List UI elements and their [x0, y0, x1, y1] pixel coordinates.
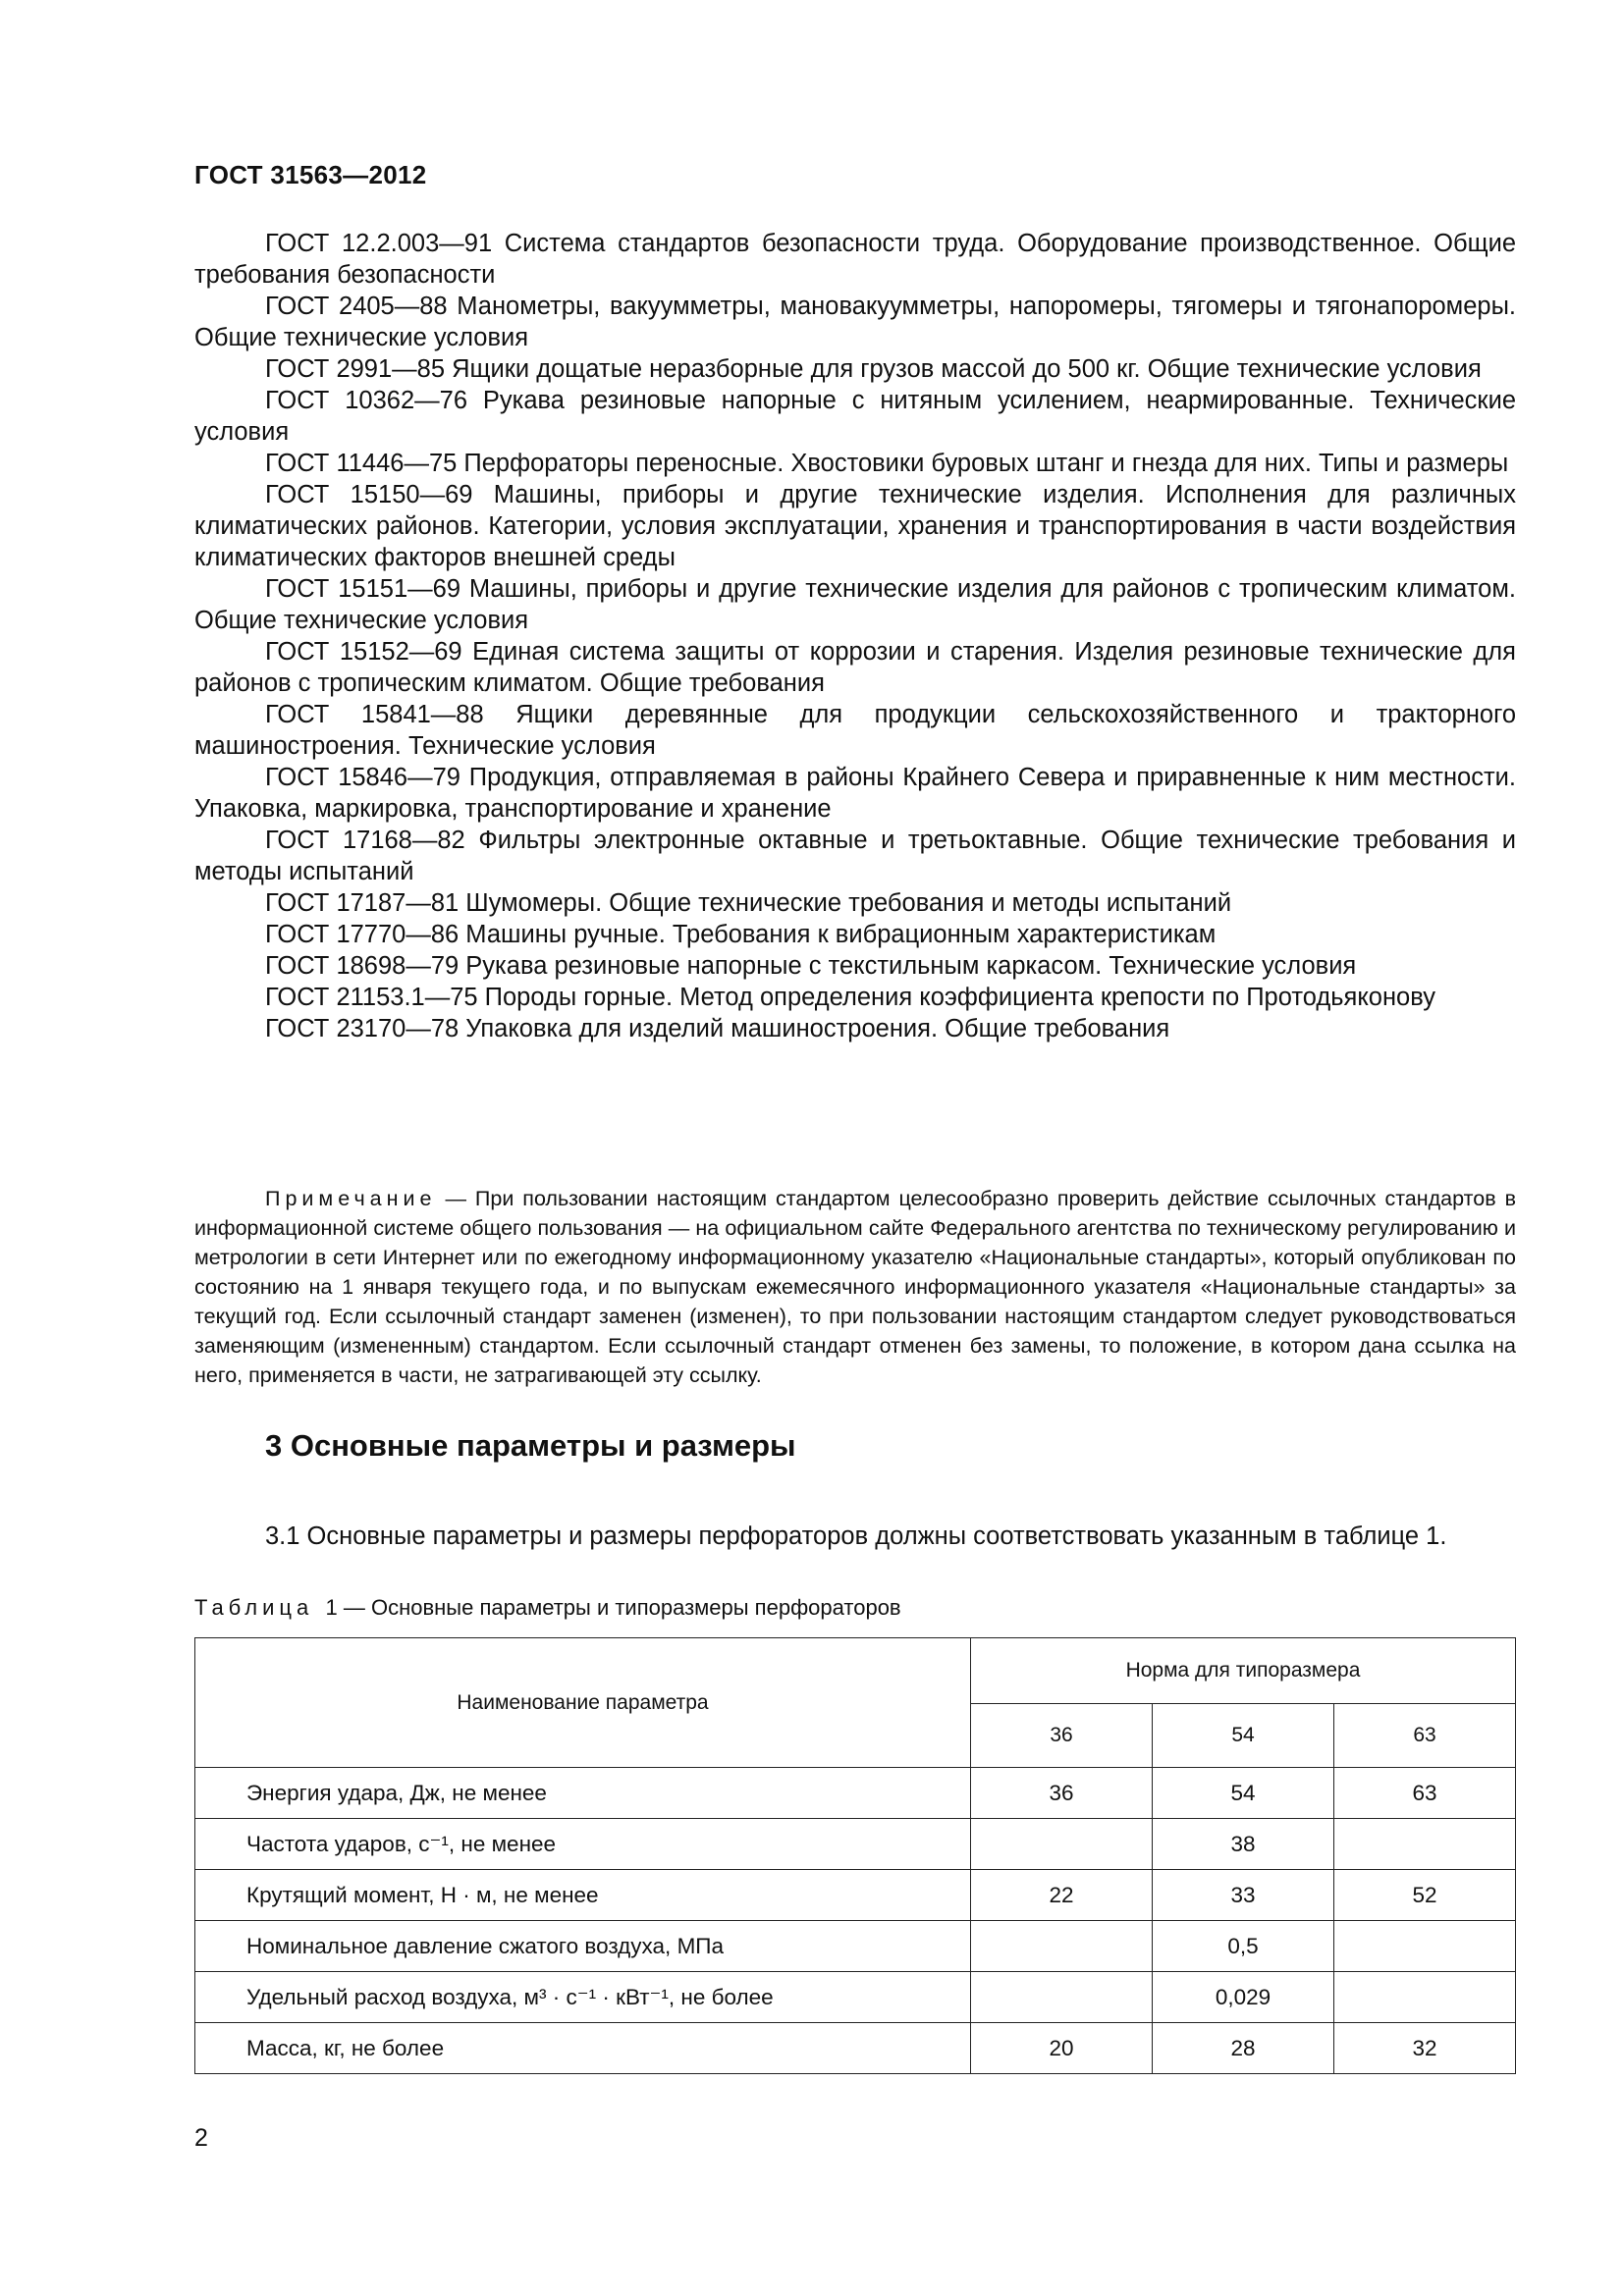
note-text: — При пользовании настоящим стандартом целесообразно проверить действие ссылочных стандартов в информационной системе общего пользования — на официальном сайте Федерального агентства по техническому регулированию и метрологии в сети Интернет или по ежегодному информационному указателю «Национальные стандарты», который опубликован по состоянию на 1 января текущего года, и по выпускам ежемесячного информационного указателя «Национальные стандарты» за текущий год. Если ссылочный стандарт заменен (изменен), то при пользовании настоящим стандартом следует руководствоваться заменяющим (измененным) стандартом. Если ссылочный стандарт отменен без замены, то положение, в котором дана ссылка на него, применяется в части, не затрагивающей эту ссылку.	[194, 1186, 1517, 1387]
table-row	[195, 1819, 1516, 1870]
table-row	[195, 1972, 1516, 2023]
reference-item: ГОСТ 21153.1—75 Породы горные. Метод определения коэффициента крепости по Протодьяконову	[265, 984, 1435, 1011]
row-value: 54	[1153, 1768, 1334, 1819]
header-size-36: 36	[971, 1704, 1153, 1768]
document-header: ГОСТ 31563—2012	[194, 160, 427, 189]
row-value	[1334, 1921, 1516, 1972]
row-parameter-name: Энергия удара, Дж, не менее	[195, 1768, 971, 1819]
reference-item: ГОСТ 12.2.003—91 Система стандартов безопасности труда. Оборудование производственное. Общие требования безопасности	[194, 230, 1516, 289]
row-value: 32	[1334, 2023, 1516, 2074]
page-number: 2	[194, 2124, 208, 2152]
row-value: 0,029	[1153, 1972, 1334, 2023]
reference-item: ГОСТ 2991—85 Ящики дощатые неразборные для грузов массой до 500 кг. Общие технические условия	[265, 355, 1482, 383]
reference-item: ГОСТ 15846—79 Продукция, отправляемая в районы Крайнего Севера и приравненные к ним местности. Упаковка, маркировка, транспортирование и хранение	[194, 764, 1516, 823]
table-row	[195, 1870, 1516, 1921]
table-caption-text: 1 — Основные параметры и типоразмеры перфораторов	[325, 1595, 901, 1620]
reference-item: ГОСТ 15151—69 Машины, приборы и другие технические изделия для районов с тропическим климатом. Общие технические условия	[194, 575, 1516, 634]
row-value: 36	[971, 1768, 1153, 1819]
header-parameter-name: Наименование параметра	[195, 1638, 971, 1768]
row-parameter-name: Номинальное давление сжатого воздуха, МПа	[195, 1921, 971, 1972]
paragraph-3-1: 3.1 Основные параметры и размеры перфораторов должны соответствовать указанным в таблице 1.	[265, 1522, 1447, 1550]
table-row	[195, 1768, 1516, 1819]
header-size-63: 63	[1334, 1704, 1516, 1768]
row-parameter-name: Частота ударов, с⁻¹, не менее	[195, 1819, 971, 1870]
reference-item: ГОСТ 23170—78 Упаковка для изделий машиностроения. Общие требования	[265, 1015, 1170, 1042]
parameters-table	[194, 1637, 1516, 2074]
reference-item: ГОСТ 11446—75 Перфораторы переносные. Хвостовики буровых штанг и гнезда для них. Типы и размеры	[265, 450, 1509, 477]
table-caption-label: Таблица	[194, 1595, 314, 1620]
header-norm: Норма для типоразмера	[971, 1638, 1516, 1704]
reference-item: ГОСТ 10362—76 Рукава резиновые напорные с нитяным усилением, неармированные. Технические условия	[194, 387, 1516, 446]
row-parameter-name: Крутящий момент, Н · м, не менее	[195, 1870, 971, 1921]
table-caption	[194, 1595, 901, 1621]
note	[194, 1184, 1516, 1390]
row-value	[971, 1972, 1153, 2023]
row-value: 20	[971, 2023, 1153, 2074]
reference-item: ГОСТ 2405—88 Манометры, вакуумметры, мановакуумметры, напоромеры, тягомеры и тягонапоромеры. Общие технические условия	[194, 293, 1516, 351]
row-parameter-name: Масса, кг, не более	[195, 2023, 971, 2074]
reference-item: ГОСТ 18698—79 Рукава резиновые напорные с текстильным каркасом. Технические условия	[265, 952, 1357, 980]
row-value: 38	[1153, 1819, 1334, 1870]
row-value: 63	[1334, 1768, 1516, 1819]
row-value: 33	[1153, 1870, 1334, 1921]
row-value: 52	[1334, 1870, 1516, 1921]
normative-references	[194, 228, 1516, 1044]
row-value	[1334, 1819, 1516, 1870]
reference-item: ГОСТ 17187—81 Шумомеры. Общие технические требования и методы испытаний	[265, 889, 1232, 917]
row-value	[971, 1921, 1153, 1972]
row-value: 28	[1153, 2023, 1334, 2074]
row-value	[971, 1819, 1153, 1870]
row-parameter-name: Удельный расход воздуха, м³ · с⁻¹ · кВт⁻¹, не более	[195, 1972, 971, 2023]
row-value: 22	[971, 1870, 1153, 1921]
reference-item: ГОСТ 17168—82 Фильтры электронные октавные и третьоктавные. Общие технические требования и методы испытаний	[194, 827, 1516, 885]
reference-item: ГОСТ 17770—86 Машины ручные. Требования к вибрационным характеристикам	[265, 921, 1217, 948]
reference-item: ГОСТ 15150—69 Машины, приборы и другие технические изделия. Исполнения для различных климатических районов. Категории, условия эксплуатации, хранения и транспортирования в части воздействия климатических факторов внешней среды	[194, 481, 1516, 571]
row-value	[1334, 1972, 1516, 2023]
table-row	[195, 2023, 1516, 2074]
row-value: 0,5	[1153, 1921, 1334, 1972]
reference-item: ГОСТ 15152—69 Единая система защиты от коррозии и старения. Изделия резиновые технические для районов с тропическим климатом. Общие требования	[194, 638, 1516, 697]
section-heading: 3 Основные параметры и размеры	[265, 1428, 796, 1463]
note-label: Примечание	[265, 1186, 437, 1210]
reference-item: ГОСТ 15841—88 Ящики деревянные для продукции сельскохозяйственного и тракторного машиностроения. Технические условия	[194, 701, 1516, 760]
table-row	[195, 1921, 1516, 1972]
header-size-54: 54	[1153, 1704, 1334, 1768]
